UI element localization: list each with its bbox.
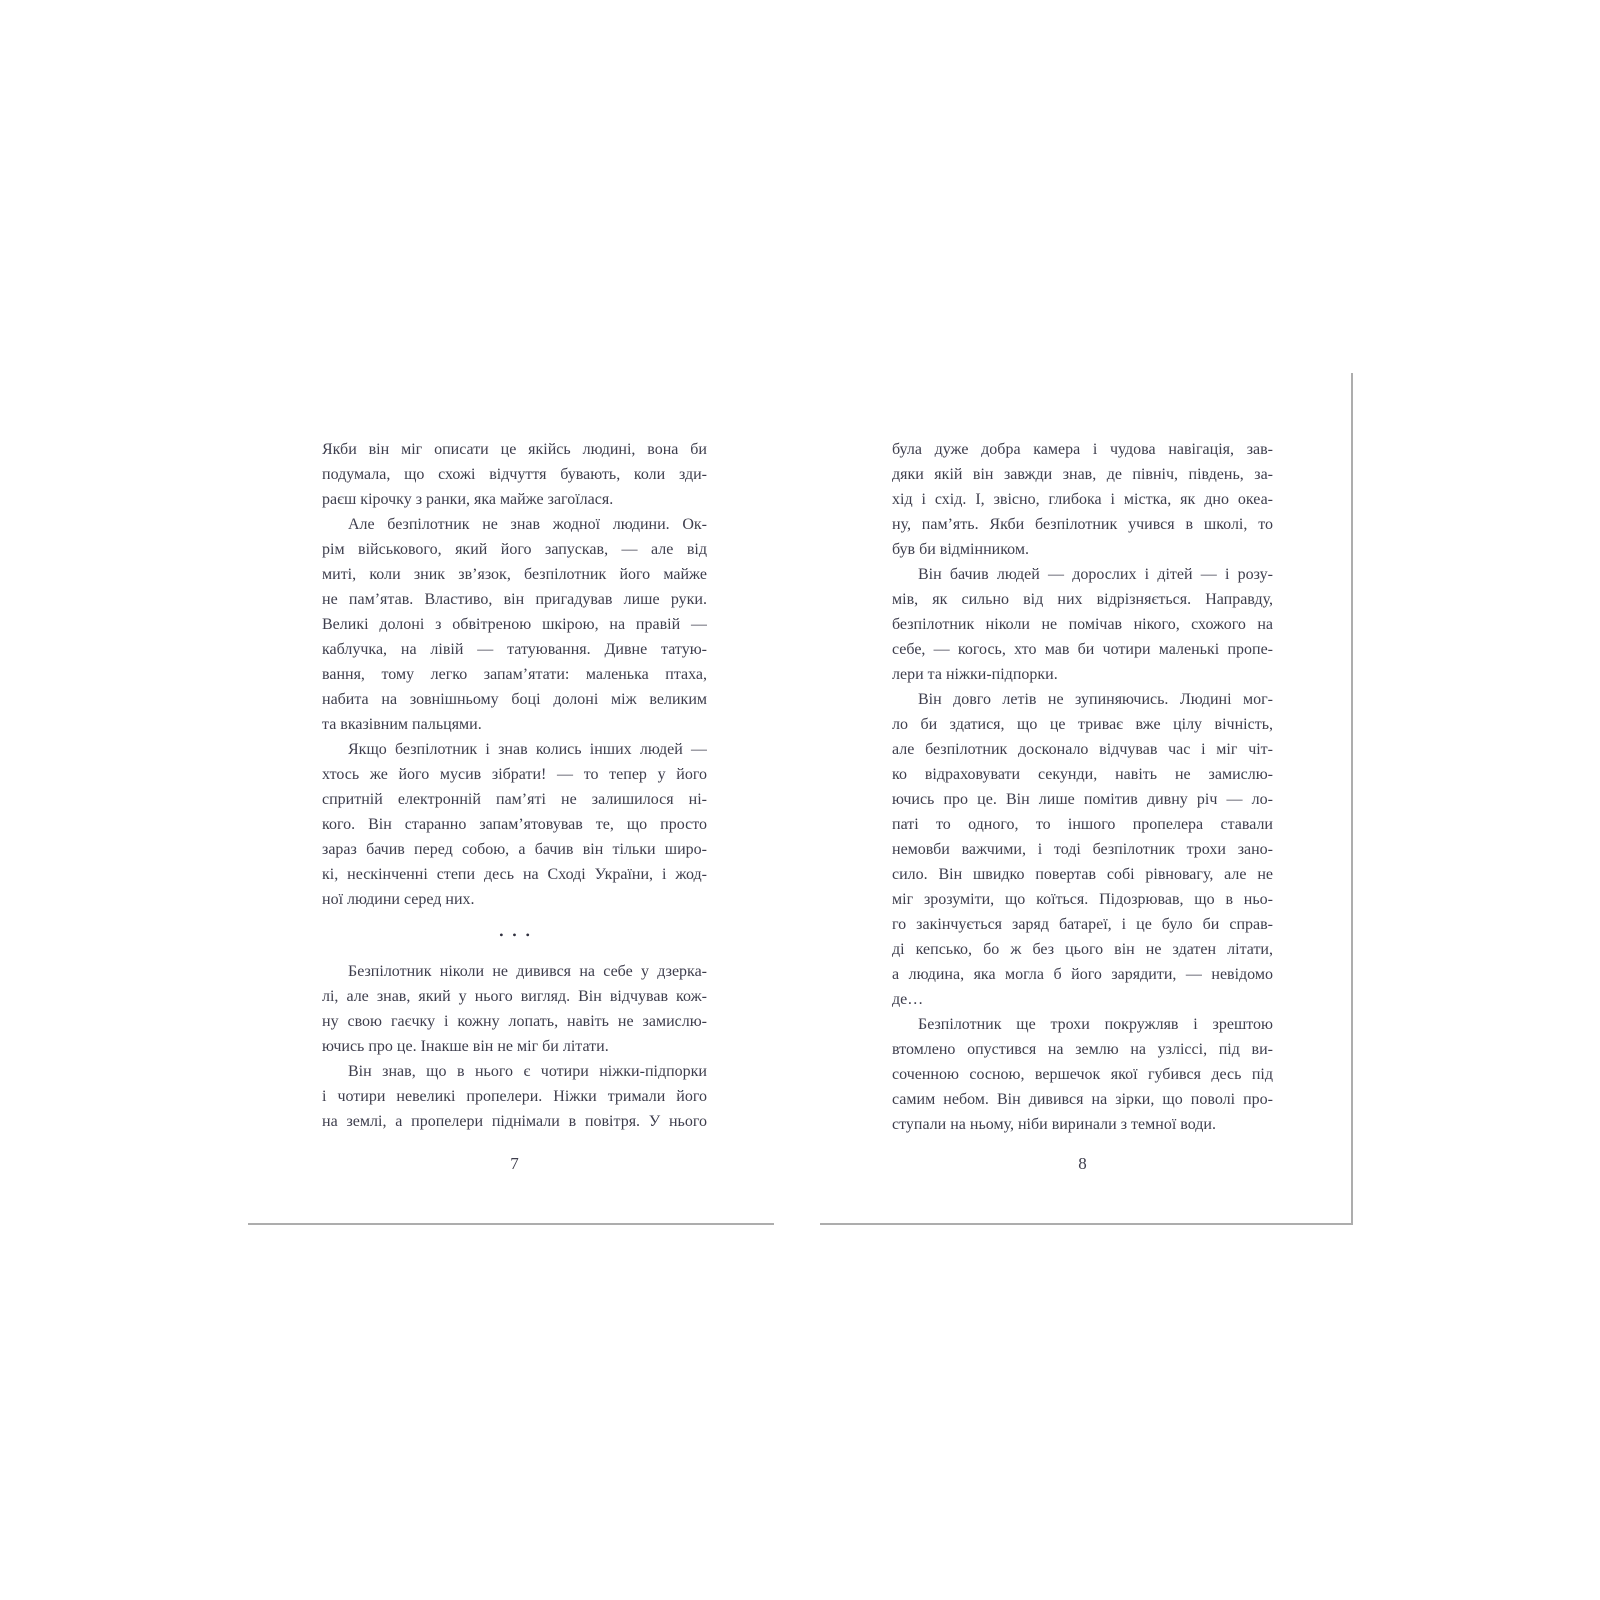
text-line: хід і схід. І, звісно, глибока і містка, як дно океа-	[892, 491, 1273, 508]
text-line: лі, але знав, який у нього вигляд. Він відчував кож-	[322, 988, 707, 1005]
text-line: раєш кірочку з ранки, яка майже загоїлася.	[322, 491, 614, 508]
page-right-bottom-edge	[820, 1223, 1352, 1225]
text-line: та вказівним пальцями.	[322, 716, 482, 733]
text-line: Безпілотник ще трохи покружляв і зрештою	[918, 1016, 1273, 1033]
text-line: Якби він міг описати це якійсь людині, вона би	[322, 441, 707, 458]
text-line: а людина, яка могла б його зарядити, — невідомо	[892, 966, 1273, 983]
text-line: лери та ніжки-підпорки.	[892, 666, 1058, 683]
text-line: подумала, що схожі відчуття бувають, коли зди-	[322, 466, 707, 483]
page-number-left: 7	[510, 1154, 519, 1173]
text-line: ді кепсько, бо ж без цього він не здатен літати,	[892, 941, 1273, 958]
text-line: мів, як сильно від них відрізняється. Направду,	[892, 591, 1273, 608]
text-line: міг зрозуміти, що коїться. Підозрював, що в ньо-	[892, 891, 1273, 908]
text-line: рім військового, який його запускав, — але від	[322, 541, 707, 558]
text-line: Він бачив людей — дорослих і дітей — і розу-	[918, 566, 1273, 583]
text-line: Але безпілотник не знав жодної людини. Ок-	[348, 516, 707, 533]
text-line: ло би здатися, що це триває вже цілу вічність,	[892, 716, 1273, 733]
text-line: миті, коли зник зв’язок, безпілотник його майже	[322, 566, 707, 583]
text-line: безпілотник ніколи не помічав нікого, схожого на	[892, 616, 1273, 633]
text-line: де…	[892, 991, 924, 1008]
text-line: Він знав, що в нього є чотири ніжки-підпорки	[348, 1063, 707, 1080]
text-line: був би відмінником.	[892, 541, 1029, 558]
text-line: хтось же його мусив зібрати! — то тепер у його	[322, 766, 707, 783]
text-line: спритній електронній пам’яті не залишилося ні-	[322, 791, 707, 808]
text-line: не пам’ятав. Властиво, він пригадував лише руки.	[322, 591, 707, 608]
text-line: була дуже добра камера і чудова навігація, зав-	[892, 441, 1273, 458]
page-left-text	[322, 437, 707, 1134]
page-right-side-edge	[1351, 373, 1353, 1225]
text-line: го закінчується заряд батареї, і це було би справ-	[892, 916, 1273, 933]
text-line: але безпілотник досконало відчував час і міг чіт-	[892, 741, 1273, 758]
text-line: ступали на ньому, ніби виринали з темної води.	[892, 1116, 1216, 1133]
text-line: каблучка, на лівій — татуювання. Дивне татую-	[322, 641, 707, 658]
text-line: на землі, а пропелери піднімали в повітря. У нього	[322, 1113, 707, 1130]
text-line: сило. Він швидко повертав собі рівновагу, але не	[892, 866, 1273, 883]
text-line: ну, пам’ять. Якби безпілотник учився в школі, то	[892, 516, 1273, 533]
text-line: паті то одного, то іншого пропелера ставали	[892, 816, 1273, 833]
text-line: немовби важчими, і тоді безпілотник трохи зано-	[892, 841, 1273, 858]
section-separator: •••	[499, 928, 539, 942]
text-line: себе, — когось, хто мав би чотири маленькі пропе-	[892, 641, 1273, 658]
text-line: Якщо безпілотник і знав колись інших людей —	[348, 741, 707, 758]
page-number-right: 8	[1078, 1154, 1087, 1173]
text-line: Він довго летів не зупиняючись. Людині мог-	[918, 691, 1273, 708]
text-line: ючись про це. Інакше він не міг би літати.	[322, 1038, 609, 1055]
text-line: самим небом. Він дивився на зірки, що поволі про-	[892, 1091, 1273, 1108]
page-left-bottom-edge	[248, 1223, 774, 1225]
text-line: Великі долоні з обвітреною шкірою, на правій —	[322, 616, 707, 633]
text-line: кого. Він старанно запам’ятовував те, що просто	[322, 816, 707, 833]
page-right-text	[892, 437, 1273, 1137]
text-line: набита на зовнішньому боці долоні між великим	[322, 691, 707, 708]
text-line: і чотири невеликі пропелери. Ніжки тримали його	[322, 1088, 707, 1105]
text-line: втомлено опустився на землю на узліссі, під ви-	[892, 1041, 1273, 1058]
text-line: ну свою гаєчку і кожну лопать, навіть не замислю-	[322, 1013, 707, 1030]
text-line: соченною сосною, вершечок якої губився десь під	[892, 1066, 1273, 1083]
text-line: кі, нескінченні степи десь на Сході України, і жод-	[322, 866, 707, 883]
text-line: вання, тому легко запам’ятати: маленька птаха,	[322, 666, 707, 683]
text-line: ко відраховувати секунди, навіть не замислю-	[892, 766, 1273, 783]
text-line: дяки якій він завжди знав, де північ, південь, за-	[892, 466, 1273, 483]
text-line: зараз бачив перед собою, а бачив він тільки широ-	[322, 841, 707, 858]
text-line: ної людини серед них.	[322, 891, 475, 908]
text-line: ючись про це. Він лише помітив дивну річ — ло-	[892, 791, 1273, 808]
text-line: Безпілотник ніколи не дивився на себе у дзерка-	[348, 963, 707, 980]
